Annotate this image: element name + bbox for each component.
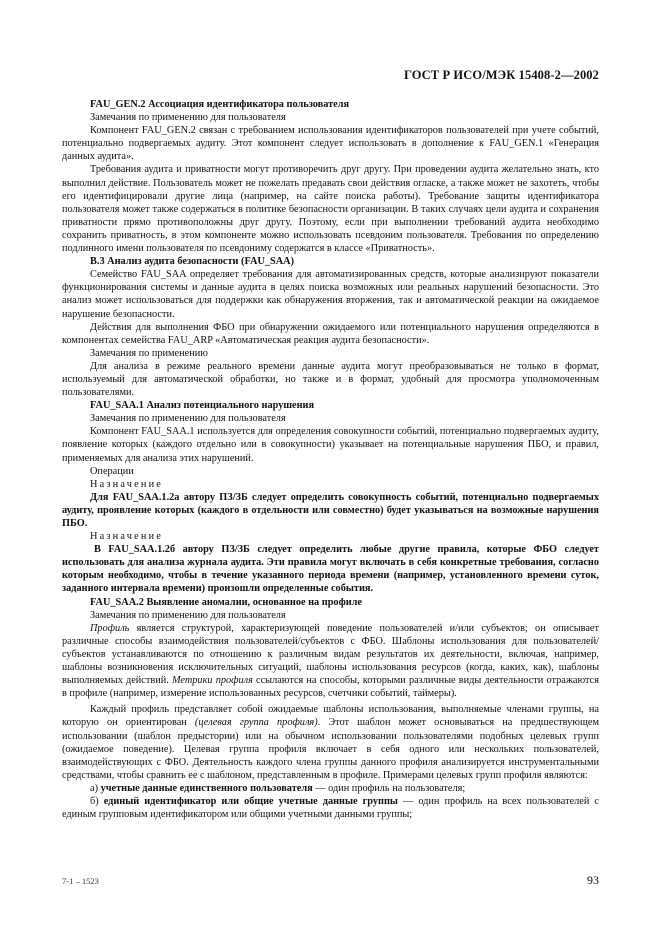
paragraph: Назначение (90, 478, 164, 490)
list-term: единый идентификатор или общие учетные данные группы (103, 795, 398, 807)
paragraph: Назначение (90, 531, 164, 543)
term: (целевая группа профиля) (194, 717, 318, 729)
page-number: 93 (587, 873, 599, 887)
paragraph: Семейство FAU_SAA определяет требования для автоматизированных средств, которые анализируют показатели функционирования системы и данные аудита в целях поиска возможных или реальных нарушений безопасности. Это анализ может использоваться для поддержки как обнаружения вторжения, так и автоматической реакции на ожидаемое нарушение безопасности. (62, 269, 599, 320)
document-body (62, 98, 599, 821)
section-heading: В.3 Анализ аудита безопасности (FAU_SAA) (90, 256, 295, 268)
paragraph: Операции (90, 465, 134, 477)
list-marker: б) (90, 795, 104, 807)
paragraph: Замечания по применению (90, 347, 208, 359)
paragraph: Требования аудита и приватности могут противоречить друг другу. При проведении аудита желательно знать, кто выполнил действие. Пользователь может не пожелать предавать свои действия огласке, а также может не захотеть, чтобы его идентифицировали другие лица (например, на сайте поиска работы). Требование защиты идентификатора пользователя может также содержаться в политике безопасности организации. В таких случаях цели аудита и сохранения приватности прямо противоположны друг другу. Поэтому, если при выполнении требований аудита необходимо сохранить приватность, в этом компоненте можно использовать псевдоним пользователя. Требования по определению подлинного имени пользователя по псевдониму содержатся в классе «Приватность». (62, 164, 599, 255)
document-header: ГОСТ Р ИСО/МЭК 15408-2—2002 (403, 68, 599, 82)
section-heading: FAU_SAA.1 Анализ потенциального нарушения (90, 400, 315, 412)
term: Профиль (90, 622, 130, 634)
print-code: 7-1 – 1523 (62, 876, 99, 886)
text-run: ссылаются на способы, которыми различные виды деятельности отражаются в профиле (например, измерение использованных ресурсов, счетчики событий, таймеры). (62, 675, 599, 700)
section-heading: FAU_SAA.2 Выявление аномалии, основанное на профиле (90, 596, 362, 608)
text-run: — один профиль на всех пользователей с единым групповым идентификатором или общими учетными данными группы; (62, 795, 599, 821)
paragraph: Замечания по применению для пользователя (90, 609, 286, 621)
paragraph (62, 622, 599, 701)
list-item (62, 782, 599, 795)
paragraph: Компонент FAU_GEN.2 связан с требованием использования идентификаторов пользователей при учете событий, потенциально подвергаемых аудиту. Этот компонент следует использовать в дополнение к FAU_GEN.1 «Генерация данных аудита». (62, 125, 599, 163)
section-heading: FAU_GEN.2 Ассоциация идентификатора пользователя (90, 99, 350, 110)
text-run: Каждый профиль представляет собой ожидаемые шаблоны использования, выполняемые членами группы, на которую он ориентирован (62, 704, 599, 729)
paragraph: В FAU_SAA.1.2б автору ПЗ/ЗБ следует определить любые другие правила, которые ФБО следует использовать для анализа журнала аудита. Эти правила могут включать в себя конкретные требования, согласно которым необходимо, чтобы в течение указанного периода времени (например, установленного времени суток, заданного интервала времени) произошли определенные события. (62, 544, 599, 595)
paragraph: Замечания по применению для пользователя (90, 413, 286, 425)
text-run: является структурой, характеризующей поведение пользователей и/или субъектов; он описывает различные способы взаимодействия пользователей/субъектов с ФБО. Шаблоны использования для пользователей/субъектов устанавливаются по отношению к различным видам результатов их деятельности, включая, например, шаблоны возникновения исключительных ситуаций, шаблоны использования ресурсов (когда, каких, как), шаблоны выполняемых действий. (62, 622, 599, 687)
paragraph: Замечания по применению для пользователя (90, 112, 286, 124)
list-item (62, 795, 599, 821)
paragraph (62, 703, 599, 782)
term: Метрики профиля (171, 675, 253, 687)
paragraph: Компонент FAU_SAA.1 используется для определения совокупности событий, потенциально подвергаемых аудиту, появление которых (каждого отдельно или в совокупности) указывает на потенциальные нарушения ПБО, и правил, применяемых для анализа этих нарушений. (62, 426, 599, 464)
paragraph: Для FAU_SAA.1.2а автору ПЗ/ЗБ следует определить совокупность событий, потенциально подвергаемых аудиту, проявление которых (каждого в отдельности или совместно) будет указываться на возможные нарушения ПБО. (62, 491, 599, 529)
text-run: — один профиль на пользователя; (312, 782, 466, 794)
list-term: учетные данные единственного пользователя (100, 782, 313, 794)
text-run: . Этот шаблон может основываться на предшествующем использовании (шаблон предыстории) или на обычном использовании пользователями подобных целевых групп (ожидаемое поведение). Целевая группа профиля включает в себя одного или нескольких пользователей, взаимодействующих с ФБО. Деятельность каждого члена группы данного профиля анализируется инструментальными средствами, чтобы сравнить ее с шаблоном, представленным в профиле. Примерами целевых групп профиля являются: (62, 717, 599, 781)
paragraph: Действия для выполнения ФБО при обнаружении ожидаемого или потенциального нарушения определяются в компонентах семейства FAU_ARP «Автоматическая реакция аудита безопасности». (62, 321, 599, 346)
paragraph: Для анализа в режиме реального времени данные аудита могут преобразовываться не только в формат, используемый для автоматической обработки, но также и в формат, удобный для просмотра уполномоченным пользователями. (62, 360, 599, 399)
list-marker: а) (90, 782, 101, 794)
